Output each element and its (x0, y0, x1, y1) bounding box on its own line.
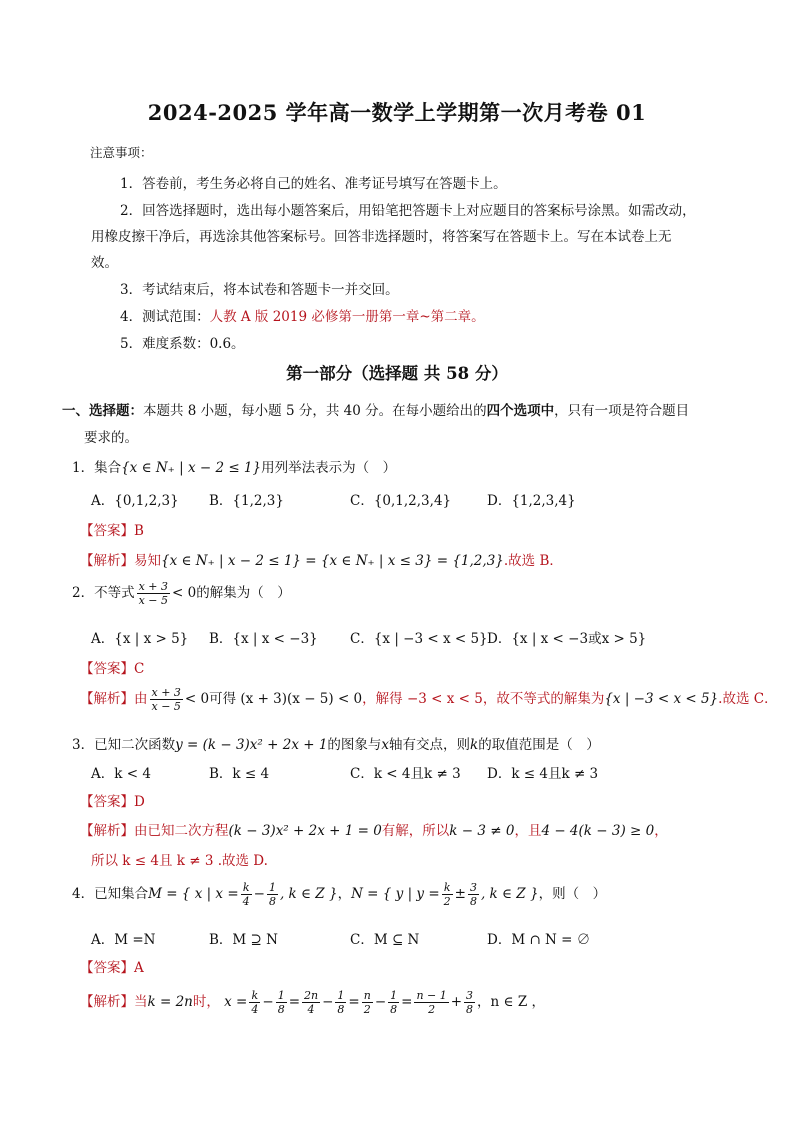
q3-stem-c: 轴有交点，则 (389, 737, 471, 753)
q3-stem-b: 的图象与 (327, 737, 382, 753)
q2-option-d: D．{x | x < −3或x > 5} (487, 631, 647, 647)
question-2-stem (72, 580, 291, 607)
q4-analysis-x: x = (224, 994, 248, 1010)
q2-option-a: A．{x | x > 5} (91, 631, 189, 647)
q1-option-d: D．{1,2,3,4} (487, 493, 576, 509)
q4-a-f5-den: 2 (363, 1003, 371, 1016)
q1-analysis (80, 549, 563, 569)
q4-stem-a: 4．已知集合 (72, 886, 149, 902)
q3-stem-a: 3．已知二次函数 (72, 737, 176, 753)
q3-stem-d: 的取值范围是（ ） (478, 737, 600, 753)
section-text-2: ，只有一项是符合题目 (554, 403, 690, 419)
section-bold: 四个选项中 (486, 403, 555, 419)
q4-a-f3-num: 2n (304, 989, 319, 1002)
q4-a-f2-den: 8 (277, 1003, 285, 1016)
q4-N-f2-num: 3 (469, 881, 477, 894)
q1-answer-value: B (134, 523, 144, 539)
q4-M-frac-1 (241, 881, 252, 908)
q4-M-f2-den: 8 (268, 895, 276, 908)
q1-option-b: B．{1,2,3} (209, 493, 284, 509)
q4-N-mid: ± (454, 886, 466, 902)
q2-analysis-frac-num: x + 3 (151, 686, 181, 699)
q3-analysis-math3: 4 − 4(k − 3) ≥ 0 (541, 823, 655, 839)
q4-N-pre: N = { y | y = (351, 886, 440, 902)
notice-item-2-cont2: 效。 (91, 255, 118, 271)
q4-a-frac-6 (388, 989, 399, 1016)
q3-answer (80, 790, 145, 810)
q4-a-f6-num: 1 (390, 989, 398, 1002)
q1-analysis-b: .故选 B． (503, 553, 563, 569)
q4-a-frac-5 (362, 989, 373, 1016)
q4-analysis-a: 当 (134, 994, 148, 1010)
q2-analysis-b: < 0可得 (x + 3)(x − 5) < 0 (184, 691, 363, 707)
q4-answer (80, 956, 144, 976)
q4-answer-value: A (134, 960, 144, 976)
q2-analysis-c: ，解得 −3 < x < 5，故不等式的解集为 (362, 691, 605, 707)
q4-option-b: B．M ⊇ N (209, 932, 278, 948)
q4-a-frac-8 (464, 989, 475, 1016)
q4-M-f1-den: 4 (242, 895, 250, 908)
page-title: 2024-2025 学年高一数学上学期第一次月考卷 01 (147, 100, 647, 125)
q3-stem-k: k (470, 737, 479, 753)
q4-option-d: D．M ∩ N = ∅ (487, 932, 591, 948)
q2-analysis-set: {x | −3 < x < 5} (604, 691, 719, 707)
q4-option-a: A．M =N (91, 932, 156, 948)
q3-analysis-math2: k − 3 ≠ 0 (449, 823, 515, 839)
q4-analysis: 【解析】当k = 2n时， x = $\frac{k}{4}$ − $\frac{1}{8}$ = $\frac{2n}{4}$ − $\frac{1}{8}$ = $\frac{n}{2}$ − $\frac{1}{8}$ = $\frac{n - 1}{2}$ + $\frac{3}{8}$ ，n ∈ Z ， (80, 989, 545, 1016)
q4-a-f6-den: 8 (390, 1003, 398, 1016)
notice-item-1: 1．答卷前，考生务必将自己的姓名、准考证号填写在答题卡上。 (120, 176, 507, 192)
q1-analysis-a: 易知 (134, 553, 161, 569)
q2-analysis-d: .故选 C． (718, 691, 778, 707)
q4-N-f2-den: 8 (469, 895, 477, 908)
analysis-tag: 【解析】 (80, 553, 134, 569)
part-title: 第一部分（选择题 共 58 分） (286, 364, 508, 383)
q3-analysis-b: 有解，所以 (381, 823, 450, 839)
q4-a-frac-1 (249, 989, 260, 1016)
q1-stem-a: 1．集合 (72, 460, 122, 476)
q4-a-f4-num: 1 (337, 989, 345, 1002)
q3-option-b: B．k ≤ 4 (209, 766, 270, 782)
q1-stem-set: {x ∈ N₊ | x − 2 ≤ 1} (121, 460, 262, 476)
q4-a-f3-den: 4 (307, 1003, 315, 1016)
q4-analysis-tail: ，n ∈ Z ， (477, 994, 545, 1010)
section-instructions (62, 399, 689, 419)
q3-analysis-math1: (k − 3)x² + 2x + 1 = 0 (228, 823, 382, 839)
q3-option-d: D．k ≤ 4且k ≠ 3 (487, 766, 599, 782)
notice-item-3: 3．考试结束后，将本试卷和答题卡一并交回。 (120, 282, 399, 298)
q4-analysis-b: 时， (192, 994, 220, 1010)
q4-option-c: C．M ⊆ N (350, 932, 420, 948)
q4-a-f7-num: n − 1 (416, 989, 447, 1002)
q4-a-f5-num: n (363, 989, 371, 1002)
q4-M-mid: − (253, 886, 265, 902)
q4-a-f2-num: 1 (277, 989, 285, 1002)
q2-option-c: C．{x | −3 < x < 5} (350, 631, 488, 647)
q2-frac-num: x + 3 (138, 580, 169, 593)
q2-analysis (80, 686, 778, 713)
analysis-tag: 【解析】 (80, 823, 134, 839)
q4-a-f8-num: 3 (466, 989, 474, 1002)
q4-N-post: , k ∈ Z } (480, 886, 539, 902)
answer-tag: 【答案】 (80, 960, 134, 976)
q4-stem-b: ，则（ ） (538, 886, 607, 902)
q3-stem-math: y = (k − 3)x² + 2x + 1 (175, 737, 328, 753)
q3-analysis-c: ，且 (514, 823, 542, 839)
answer-tag: 【答案】 (80, 523, 134, 539)
q2-frac-den: x − 5 (138, 594, 169, 607)
q4-M-pre: M = { x | x = (148, 886, 239, 902)
q1-analysis-math: {x ∈ N₊ | x − 2 ≤ 1} = {x ∈ N₊ | x ≤ 3} = {1,2,3} (161, 553, 504, 569)
q1-option-a: A．{0,1,2,3} (91, 493, 179, 509)
answer-tag: 【答案】 (80, 661, 134, 677)
q3-analysis-a: 由已知二次方程 (134, 823, 229, 839)
q3-analysis-line2: 所以 k ≤ 4且 k ≠ 3 .故选 D. (91, 853, 268, 869)
q4-N-f1-den: 2 (443, 895, 451, 908)
q4-a-f4-den: 8 (337, 1003, 345, 1016)
notice-item-5: 5．难度系数：0.6。 (120, 336, 245, 352)
q4-a-frac-7 (414, 989, 448, 1016)
notice-item-4-scope: 人教 A 版 2019 必修第一册第一章~第二章。 (209, 309, 485, 325)
q2-answer-value: C (134, 661, 145, 677)
q3-answer-value: D (134, 794, 145, 810)
q4-a-f1-num: k (249, 989, 260, 1003)
q2-answer (80, 657, 144, 677)
q3-analysis (80, 819, 668, 839)
q4-a-frac-2 (276, 989, 287, 1016)
section-text-3: 要求的。 (84, 430, 138, 446)
q4-M-frac-2 (267, 881, 278, 908)
q2-stem-a: 2．不等式 (72, 585, 135, 601)
answer-tag: 【答案】 (80, 794, 134, 810)
q4-a-f1-den: 4 (251, 1003, 259, 1016)
q2-option-b: B．{x | x < −3} (209, 631, 318, 647)
question-4-stem: 4．已知集合M = { x | x = $\frac{k}{4}$ − $\frac{1}{8}$ , k ∈ Z }，N = { y | y = $\frac{k}{2}$ ± $\frac{3}{8}$ , k ∈ Z }，则（ ） (72, 881, 607, 908)
q2-stem-b: < 0的解集为（ ） (172, 585, 291, 601)
notice-item-2: 2．回答选择题时，选出每小题答案后，用铅笔把答题卡上对应题目的答案标号涂黑。如需改动， (120, 203, 696, 219)
q1-stem-b: 用列举法表示为（ ） (261, 460, 397, 476)
analysis-tag: 【解析】 (80, 994, 134, 1010)
notice-item-2-cont: 用橡皮擦干净后，再选涂其他答案标号。回答非选择题时，将答案写在答题卡上。写在本试卷上无 (91, 229, 672, 245)
q4-M-f2-num: 1 (268, 881, 276, 894)
notice-heading: 注意事项： (90, 145, 153, 160)
question-1-stem (72, 456, 396, 476)
q4-analysis-k: k = 2n (147, 994, 193, 1010)
analysis-tag: 【解析】 (80, 691, 134, 707)
q2-fraction (137, 580, 170, 607)
q4-a-f7-den: 2 (428, 1003, 436, 1016)
q1-answer (80, 519, 144, 539)
q4-M-f1-num: k (241, 881, 252, 895)
q4-a-f8-den: 8 (466, 1003, 474, 1016)
q4-a-frac-4 (335, 989, 346, 1016)
q2-analysis-frac-den: x − 5 (151, 700, 181, 713)
q3-option-c: C．k < 4且k ≠ 3 (350, 766, 461, 782)
q4-N-f1-num: k (442, 881, 453, 895)
q4-a-frac-3 (302, 989, 320, 1016)
question-3-stem (72, 733, 600, 753)
q4-N-frac-1 (442, 881, 453, 908)
notice-item-4-prefix: 4．测试范围： (120, 309, 210, 325)
q3-stem-x: x (381, 737, 390, 753)
q2-analysis-a: 由 (134, 691, 148, 707)
q4-N-frac-2 (468, 881, 479, 908)
q3-analysis-d: ， (654, 823, 668, 839)
q2-analysis-fraction (150, 686, 183, 713)
notice-item-4 (120, 305, 485, 325)
q1-option-c: C．{0,1,2,3,4} (350, 493, 452, 509)
q3-option-a: A．k < 4 (91, 766, 151, 782)
q4-M-post: , k ∈ Z } (279, 886, 338, 902)
section-label: 一、选择题： (62, 403, 143, 419)
section-text-1: 本题共 8 小题，每小题 5 分，共 40 分。在每小题给出的 (143, 403, 487, 419)
